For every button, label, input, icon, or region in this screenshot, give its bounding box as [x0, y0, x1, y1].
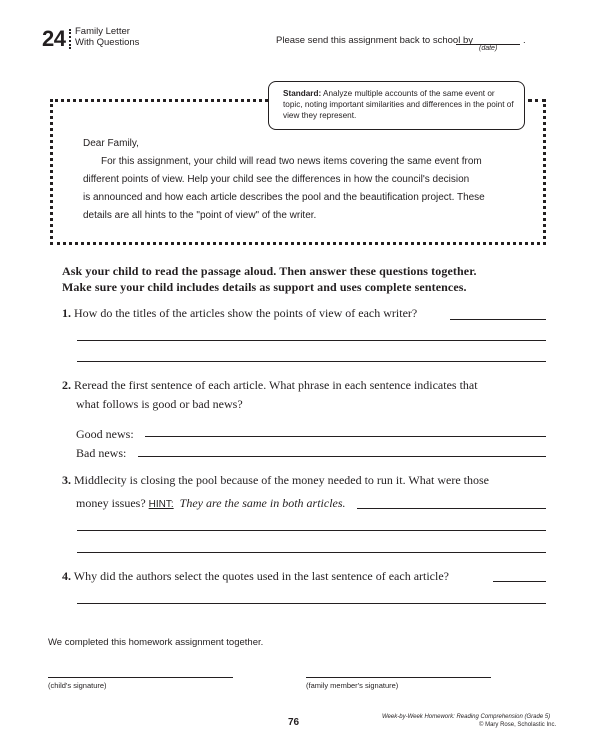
page-number: 76: [288, 717, 300, 728]
question-3: [62, 473, 489, 488]
question-4: [62, 569, 449, 584]
header-divider: [69, 29, 71, 49]
question-text: How do the titles of the articles show the points of view of each writer?: [74, 306, 418, 320]
answer-line[interactable]: [77, 361, 546, 362]
answer-line[interactable]: [357, 508, 546, 509]
answer-line[interactable]: [450, 319, 546, 320]
answer-line[interactable]: [77, 552, 546, 553]
letter-box-top-border: [50, 99, 268, 102]
standard-label: Standard:: [283, 89, 322, 98]
good-news-label: Good news:: [76, 427, 134, 441]
question-text: money issues?: [76, 496, 146, 510]
send-back-text: Please send this assignment back to school by: [276, 35, 473, 46]
question-number: 1.: [62, 306, 71, 320]
standard-text: Analyze multiple accounts of the same event or topic, noting important similarities and differences in the point of view they represent.: [283, 89, 514, 120]
hint-text: They are the same in both articles.: [179, 496, 346, 510]
letter-line: different points of view. Help your child see the differences in how the council's decision: [83, 174, 470, 185]
letter-line: details are all hints to the "point of view" of the writer.: [83, 210, 317, 221]
hint-label: HINT:: [148, 499, 174, 510]
lesson-title-line1: Family Letter: [75, 26, 130, 37]
child-signature-line[interactable]: [48, 677, 233, 678]
question-text: Reread the first sentence of each article. What phrase in each sentence indicates that: [74, 378, 478, 392]
letter-greeting: Dear Family,: [83, 138, 139, 149]
letter-body: [83, 153, 503, 225]
lesson-number: 24: [42, 26, 66, 51]
good-news-answer-line[interactable]: [145, 436, 546, 437]
family-signature-line[interactable]: [306, 677, 491, 678]
question-text: Why did the authors select the quotes used in the last sentence of each article?: [73, 569, 449, 583]
credit-line-1: Week-by-Week Homework: Reading Comprehension (Grade 5): [382, 714, 551, 720]
credit-line-2: © Mary Rose, Scholastic Inc.: [479, 722, 557, 728]
bad-news-answer-line[interactable]: [138, 456, 546, 457]
send-back-period: .: [523, 35, 526, 46]
lesson-title-line2: With Questions: [75, 37, 140, 48]
answer-line[interactable]: [493, 581, 546, 582]
question-3-line2: [76, 496, 346, 511]
letter-line: is announced and how each article describes the pool and the beautification project. These: [83, 192, 485, 203]
child-signature-label: (child's signature): [48, 681, 107, 690]
date-label: (date): [479, 45, 498, 52]
question-number: 2.: [62, 378, 71, 392]
instructions-line1: Ask your child to read the passage aloud. Then answer these questions together.: [62, 264, 477, 278]
answer-line[interactable]: [77, 530, 546, 531]
letter-box-top-border-right: [528, 99, 546, 102]
question-number: 4.: [62, 569, 71, 583]
question-number: 3.: [62, 473, 71, 487]
bad-news-label: Bad news:: [76, 446, 127, 460]
instructions-line2: Make sure your child includes details as support and uses complete sentences.: [62, 280, 467, 294]
question-1: [62, 306, 417, 321]
question-2-line2: what follows is good or bad news?: [76, 397, 243, 411]
standard-box: [268, 81, 525, 130]
family-signature-label: (family member's signature): [306, 681, 399, 690]
letter-line: For this assignment, your child will read two news items covering the same event from: [101, 156, 482, 167]
question-text: Middlecity is closing the pool because of the money needed to run it. What were those: [74, 473, 490, 487]
answer-line[interactable]: [77, 603, 546, 604]
answer-line[interactable]: [77, 340, 546, 341]
completed-statement: We completed this homework assignment together.: [48, 637, 264, 648]
question-2: [62, 378, 478, 393]
